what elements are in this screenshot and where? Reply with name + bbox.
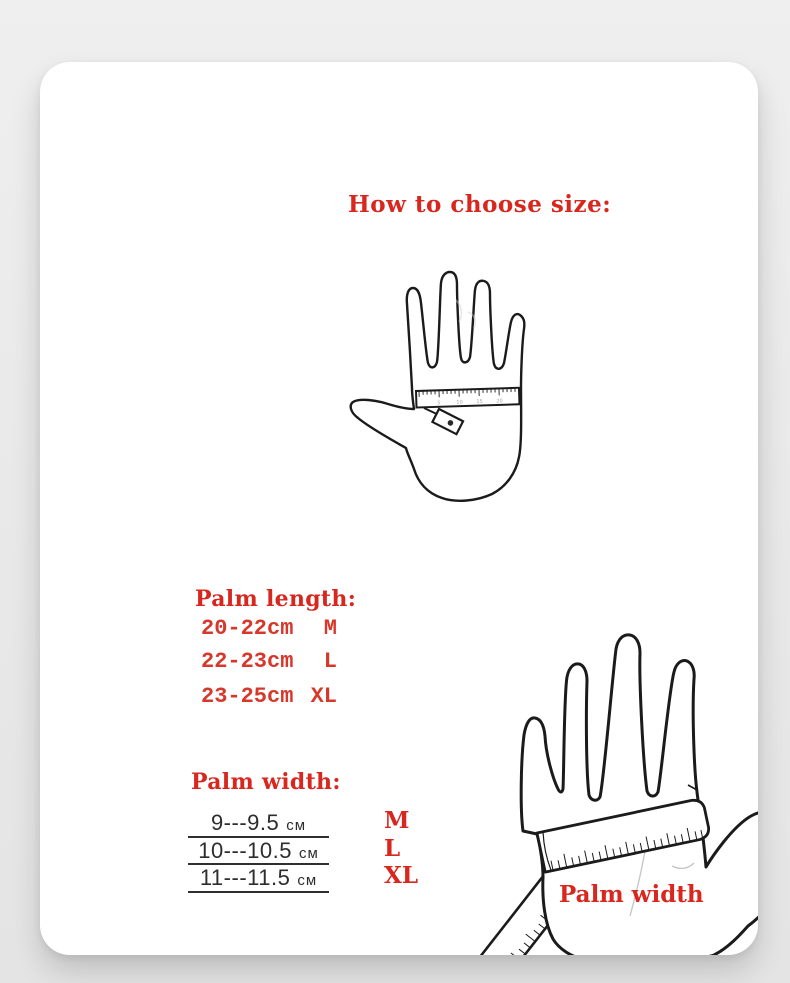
palm-width-row [188,865,329,893]
palm-width-range: 10---10.5 [198,837,292,863]
palm-width-table [188,810,329,893]
palm-length-diagram [340,258,560,508]
size-guide-card [40,62,758,955]
palm-width-range: 9---9.5 [210,810,280,835]
ruler [416,388,519,408]
palm-length-size: M [323,616,337,641]
palm-length-range: 22-23cm [201,649,294,674]
palm-width-unit: см [298,844,319,862]
page-title: How to choose size: [348,191,612,218]
palm-length-row [201,617,337,641]
ruler-number: 10 [456,399,463,406]
palm-width-size: L [384,834,401,862]
palm-length-heading: Palm length: [195,586,357,612]
ruler-number: 20 [496,398,503,405]
palm-width-label: Palm width [559,881,704,908]
palm-length-range: 20-22cm [201,616,294,641]
palm-width-size-labels [384,807,418,890]
palm-width-size: XL [384,862,419,889]
hand-with-ruler-icon [340,258,560,508]
ruler-number: 5 [437,400,441,407]
palm-length-size: L [323,649,337,674]
palm-width-range: 11---11.5 [199,865,291,890]
hand-outline [351,272,525,501]
ruler-number: 15 [476,398,483,406]
palm-length-row [201,685,337,709]
palm-width-unit: см [297,872,318,889]
palm-width-row [188,838,329,866]
palm-length-table [201,617,337,718]
palm-width-heading: Palm width: [191,769,341,795]
palm-width-row [188,810,329,838]
palm-length-range: 23-25cm [201,684,294,709]
palm-width-unit: см [286,817,307,834]
palm-length-row [201,650,337,674]
palm-width-size: M [384,807,410,834]
palm-length-size: XL [310,684,337,709]
